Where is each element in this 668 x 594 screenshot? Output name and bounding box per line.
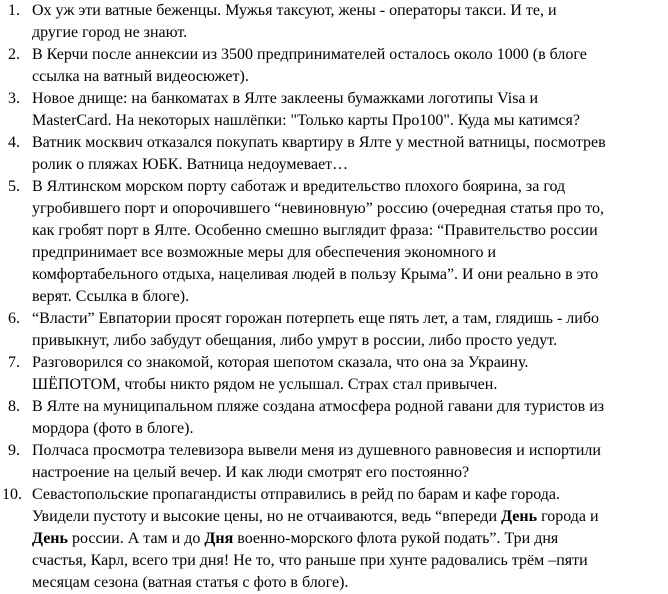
list-item [0,352,668,396]
list-item-line: MasterCard. На некоторых нашлёпки: "Только карты Про100". Куда мы катимся? [32,112,580,129]
list-item-line: месяцам сезона (ватная статья с фото в блоге). [32,574,349,591]
list-item [0,176,668,308]
text-segment: Увидели пустоту и высокие цены, но не отчаиваются, ведь “впереди [32,508,502,525]
list-item-line: верят. Ссылка в блоге). [32,288,190,305]
list-item-line: настроение на целый вечер. И как люди смотрят его постоянно? [32,464,470,481]
list-item [0,132,668,176]
list-item-line [32,506,664,528]
list-item [0,396,668,440]
list-item-line: ШЁПОТОМ, чтобы никто рядом не услышал. Страх стал привычен. [32,376,498,393]
list-item [0,308,668,352]
list-item [0,484,668,594]
bold-text: Дня [204,530,234,547]
list-item-number: 7. [8,354,20,371]
list-item-number: 6. [8,310,20,327]
list-item-line: Ох уж эти ватные беженцы. Мужья таксуют, жены - операторы такси. И те, и [32,2,557,19]
list-item-number: 8. [8,398,20,415]
list-item-line: Ватник москвич отказался покупать квартиру в Ялте у местной ватницы, посмотрев [32,134,606,151]
list-item-line: “Власти” Евпатории просят горожан потерпеть еще пять лет, а там, глядишь - либо [32,310,599,327]
list-item-number: 3. [8,90,20,107]
list-item-line [32,528,664,550]
list-item-number: 5. [8,178,20,195]
list-item-number: 9. [8,442,20,459]
bold-text: День [501,508,538,525]
list-item [0,0,668,44]
list-item-number: 2. [8,46,20,63]
list-item-line: Новое днище: на банкоматах в Ялте заклеены бумажками логотипы Visa и [32,90,539,107]
list-item-line: счастья, Карл, всего три дня! Не то, что раньше при хунте радовались трём –пяти [32,552,588,569]
list-item-line: В Ялтинском морском порту саботаж и вредительство плохого боярина, за год [32,178,566,195]
list-item [0,44,668,88]
list-item-line: предпринимает все возможные меры для обеспечения экономного и [32,244,497,261]
list-item-line: другие город не знают. [32,24,188,41]
list-item-line: угробившего порт и опорочившего “невиновную” россию (очередная статья про то, [32,200,605,217]
list-item-line: В Керчи после аннексии из 3500 предпринимателей осталось около 1000 (в блоге [32,46,587,63]
list-item-number: 10. [2,486,22,503]
bold-text: День [32,530,68,547]
list-item-line: ролик о пляжах ЮБК. Ватница недоумевает… [32,156,349,173]
list-item-number: 1. [8,2,20,19]
list-item [0,88,668,132]
list-item-line: комфортабельного отдыха, нацеливая людей в пользу Крыма”. И они реально в это [32,266,599,283]
list-item-line: привыкнут, либо забудут обещания, либо умрут в россии, либо просто уедут. [32,332,558,349]
list-item-line: Разговорился со знакомой, которая шепотом сказала, что она за Украину. [32,354,529,371]
list-item-line: Севастопольские пропагандисты отправились в рейд по барам и кафе города. [32,486,560,503]
list-item-line: В Ялте на муниципальном пляже создана атмосфера родной гавани для туристов из [32,398,605,415]
list-item-line: ссылка на ватный видеосюжет). [32,68,249,85]
list-item-line: Полчаса просмотра телевизора вывели меня из душевного равновесия и испортили [32,442,601,459]
text-segment: военно-морского флота рукой подать”. Три дня [233,530,559,547]
text-segment: россии. А там и до [67,530,205,547]
list-item [0,440,668,484]
list-item-line: как гробят порт в Ялте. Особенно смешно выглядит фраза: “Правительство россии [32,222,598,239]
list-item-line: мордора (фото в блоге). [32,420,194,437]
list-item-number: 4. [8,134,20,151]
text-segment: города и [537,508,599,525]
